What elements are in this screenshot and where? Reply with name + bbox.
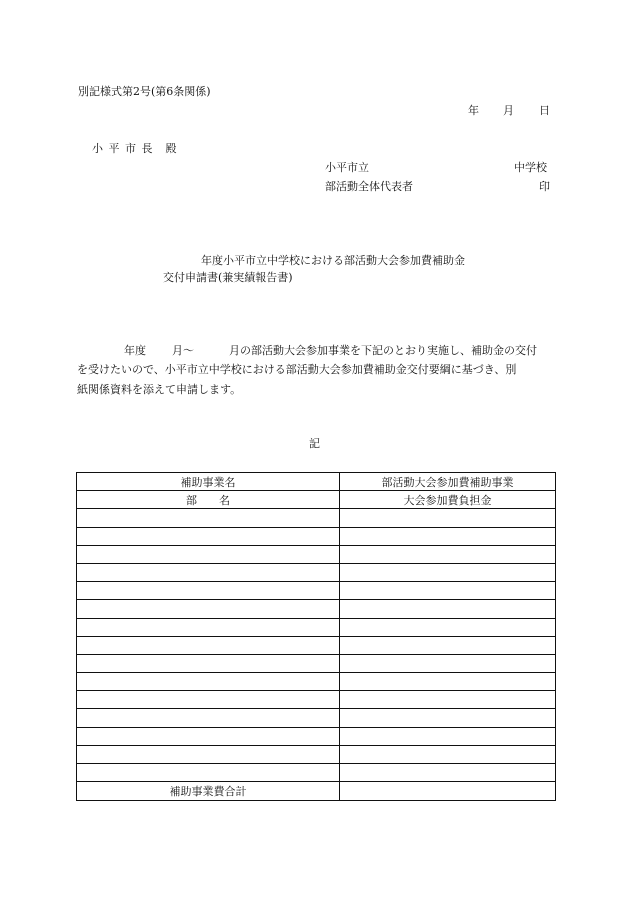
document-title-line2: 交付申請書(兼実績報告書)	[163, 271, 293, 284]
fee-cell[interactable]	[340, 600, 556, 618]
document-title-line1: 年度小平市立中学校における部活動大会参加費補助金	[201, 254, 465, 267]
fee-cell[interactable]	[340, 764, 556, 782]
total-value-cell[interactable]	[340, 782, 556, 801]
table-body	[77, 509, 556, 782]
table-row	[77, 745, 556, 763]
intro-line2: を受けたいので、小平市立中学校における部活動大会参加費補助金交付要綱に基づき、別	[77, 363, 517, 376]
date-year-label: 年	[468, 104, 479, 117]
table-subheader-row	[77, 491, 556, 509]
table-row	[77, 527, 556, 545]
fee-cell[interactable]	[340, 673, 556, 691]
intro-month-start: 月〜	[172, 344, 194, 357]
table-row	[77, 563, 556, 581]
fee-cell[interactable]	[340, 527, 556, 545]
club-name-cell[interactable]	[77, 745, 340, 763]
fee-cell[interactable]	[340, 509, 556, 527]
header-project-value: 部活動大会参加費補助事業	[340, 473, 556, 491]
table-row	[77, 709, 556, 727]
table-row	[77, 727, 556, 745]
ki-mark: 記	[309, 437, 320, 450]
fee-cell[interactable]	[340, 582, 556, 600]
fee-cell[interactable]	[340, 563, 556, 581]
date-day-label: 日	[539, 104, 550, 117]
table-row	[77, 764, 556, 782]
club-name-cell[interactable]	[77, 727, 340, 745]
table-row	[77, 691, 556, 709]
addressee: 小 平 市 長 殿	[92, 142, 178, 155]
club-name-cell[interactable]	[77, 600, 340, 618]
fee-cell[interactable]	[340, 709, 556, 727]
club-name-cell[interactable]	[77, 691, 340, 709]
header-project-name: 補助事業名	[77, 473, 340, 491]
table-row	[77, 673, 556, 691]
fee-cell[interactable]	[340, 727, 556, 745]
club-name-cell[interactable]	[77, 709, 340, 727]
header-club-name: 部 名	[77, 491, 340, 509]
fee-cell[interactable]	[340, 618, 556, 636]
club-name-cell[interactable]	[77, 582, 340, 600]
fee-cell[interactable]	[340, 636, 556, 654]
fee-cell[interactable]	[340, 691, 556, 709]
subsidy-table-grid	[76, 472, 556, 801]
representative-label: 部活動全体代表者	[325, 180, 413, 193]
club-name-cell[interactable]	[77, 764, 340, 782]
table-row	[77, 618, 556, 636]
intro-line3: 紙関係資料を添えて申請します。	[77, 383, 242, 396]
club-name-cell[interactable]	[77, 636, 340, 654]
school-prefix: 小平市立	[325, 161, 369, 174]
header-fee-burden: 大会参加費負担金	[340, 491, 556, 509]
club-name-cell[interactable]	[77, 509, 340, 527]
club-name-cell[interactable]	[77, 654, 340, 672]
intro-year: 年度	[124, 344, 146, 357]
club-name-cell[interactable]	[77, 527, 340, 545]
subsidy-table	[76, 472, 556, 801]
club-name-cell[interactable]	[77, 673, 340, 691]
table-total-row	[77, 782, 556, 801]
fee-cell[interactable]	[340, 654, 556, 672]
table-row	[77, 600, 556, 618]
club-name-cell[interactable]	[77, 563, 340, 581]
table-row	[77, 582, 556, 600]
intro-line1: 月の部活動大会参加事業を下記のとおり実施し、補助金の交付	[229, 344, 537, 357]
club-name-cell[interactable]	[77, 618, 340, 636]
total-label: 補助事業費合計	[77, 782, 340, 801]
date-month-label: 月	[503, 104, 514, 117]
table-header-row	[77, 473, 556, 491]
school-suffix: 中学校	[514, 161, 547, 174]
table-row	[77, 545, 556, 563]
form-number: 別記様式第2号(第6条関係)	[78, 85, 211, 98]
fee-cell[interactable]	[340, 545, 556, 563]
table-row	[77, 509, 556, 527]
fee-cell[interactable]	[340, 745, 556, 763]
club-name-cell[interactable]	[77, 545, 340, 563]
table-row	[77, 636, 556, 654]
table-row	[77, 654, 556, 672]
seal-mark: 印	[539, 180, 550, 193]
